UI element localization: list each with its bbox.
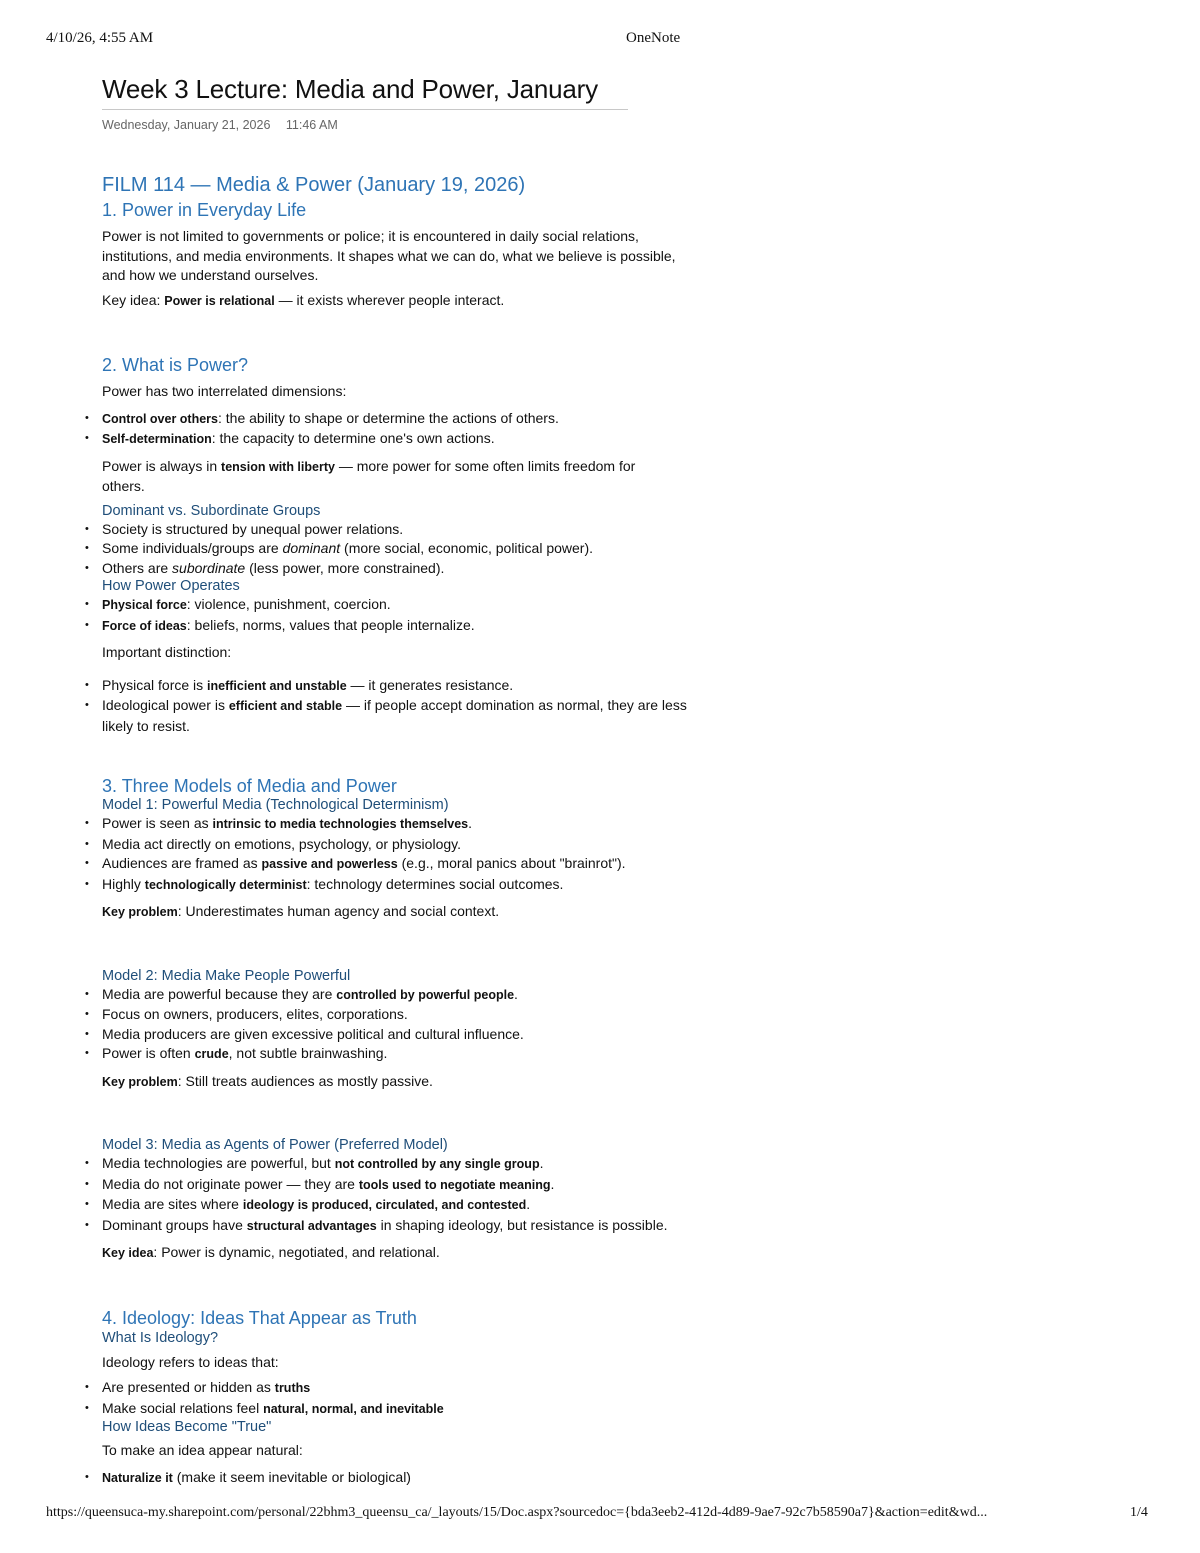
list-item-text: Highly [102, 875, 145, 892]
list-item-text: (more social, economic, political power). [340, 540, 594, 556]
model-2-key-problem [102, 1072, 722, 1093]
list-item-bold: controlled by powerful people [336, 987, 515, 1002]
model-2-list [102, 985, 722, 1065]
list-item-text: in shaping ideology, but resistance is possible. [376, 1216, 668, 1233]
list-item [102, 875, 722, 896]
list-item [102, 814, 722, 835]
section-2-heading: 2. What is Power? [102, 355, 249, 375]
list-item [102, 1154, 722, 1175]
list-item-bold: passive and powerless [261, 857, 398, 871]
key-problem-label: Key problem [102, 1074, 178, 1089]
distinction-label: Important distinction: [102, 644, 232, 660]
list-item [102, 854, 722, 875]
what-is-ideology-heading: What Is Ideology? [102, 1329, 219, 1346]
list-item-text: (less power, more constrained). [245, 559, 445, 576]
list-item-text: — if people accept domination as normal, they are less likely to resist. [102, 697, 687, 734]
key-idea-bold: Power is relational [164, 293, 275, 308]
list-item [102, 595, 722, 616]
list-item [102, 409, 722, 430]
list-item [102, 1468, 722, 1489]
list-item-text: (make it seem inevitable or biological) [172, 1468, 411, 1485]
list-item-text: . [550, 1175, 555, 1192]
tension-pre: Power is always in [102, 457, 222, 474]
key-idea-text: : Power is dynamic, negotiated, and relational. [153, 1244, 440, 1260]
key-problem-label: Key problem [102, 905, 178, 919]
list-item-text: Dominant groups have [102, 1216, 247, 1233]
list-item-text: Audiences are framed as [102, 855, 262, 871]
how-ideas-list [102, 1468, 722, 1489]
list-item-text: Media act directly on emotions, psychology, or physiology. [102, 835, 461, 852]
list-item-bold: intrinsic to media technologies themselves [212, 817, 469, 831]
list-item-text: Focus on owners, producers, elites, corporations. [102, 1006, 408, 1022]
key-problem-text: : Underestimates human agency and social context. [177, 903, 500, 919]
tension-rest: — more power for some often limits freedom for others. [102, 457, 636, 494]
list-item-bold: natural, normal, and inevitable [263, 1401, 444, 1416]
list-item-bold: structural advantages [246, 1218, 377, 1233]
ideology-list [102, 1378, 722, 1419]
list-item-bold: ideology is produced, circulated, and contested [242, 1198, 527, 1212]
list-item [102, 429, 722, 450]
list-item-bold: Self-determination [102, 432, 212, 446]
list-item-text: . [526, 1196, 531, 1212]
list-item-text: Media are powerful because they are [102, 985, 337, 1002]
list-item-bold: tools used to negotiate meaning [358, 1177, 551, 1192]
print-datetime: 4/10/26, 4:55 AM [46, 30, 154, 46]
list-item-text: Media are sites where [102, 1196, 243, 1212]
print-app-name: OneNote [626, 30, 681, 46]
ideology-intro: Ideology refers to ideas that: [102, 1353, 279, 1370]
list-item-text: Ideological power is [102, 697, 229, 713]
list-item-bold: Force of ideas [102, 618, 187, 633]
list-item-emphasis: subordinate [172, 559, 246, 576]
tension-bold: tension with liberty [221, 459, 335, 474]
list-item [102, 835, 722, 855]
list-item-text: Make social relations feel [102, 1399, 264, 1416]
page-date: Wednesday, January 21, 2026 [102, 118, 271, 132]
list-item-text: Media technologies are powerful, but [102, 1155, 335, 1171]
list-item-bold: truths [274, 1381, 311, 1395]
list-item-bold: efficient and stable [228, 699, 343, 713]
list-item-text: , not subtle brainwashing. [228, 1045, 388, 1061]
operates-list [102, 595, 722, 636]
model-2-heading: Model 2: Media Make People Powerful [102, 967, 351, 984]
list-item-text: : technology determines social outcomes. [306, 875, 564, 892]
list-item-bold: technologically determinist [144, 877, 307, 892]
list-item [102, 1378, 722, 1399]
list-item-bold: crude [194, 1047, 229, 1061]
list-item [102, 1175, 722, 1196]
list-item-bold: inefficient and unstable [207, 678, 347, 693]
section-2-intro: Power has two interrelated dimensions: [102, 383, 347, 399]
model-3-list [102, 1154, 722, 1236]
distinctions-list [102, 676, 702, 737]
list-item-bold: Naturalize it [102, 1470, 173, 1485]
list-item [102, 676, 702, 697]
list-item [102, 1025, 722, 1045]
section-1-paragraph: Power is not limited to governments or police; it is encountered in daily social relations, institutions, and media environments. It shapes what we can do, what we believe is possible, and how we understand ourselves. [102, 228, 676, 283]
list-item-text: Media producers are given excessive political and cultural influence. [102, 1025, 524, 1042]
list-item-text: : violence, punishment, coercion. [186, 596, 391, 612]
print-footer [0, 1505, 1200, 1525]
list-item-text: (e.g., moral panics about "brainrot"). [397, 855, 626, 871]
how-ideas-intro: To make an idea appear natural: [102, 1442, 303, 1458]
model-1-list [102, 814, 722, 895]
list-item [102, 1399, 722, 1420]
list-item [102, 1216, 722, 1237]
list-item-text: Others are [102, 559, 173, 576]
model-1-key-problem [102, 902, 722, 923]
section-1-key-idea [102, 291, 722, 312]
print-url: https://queensuca-my.sharepoint.com/personal/22bhm3_queensu_ca/_layouts/15/Doc.aspx?sourcedoc={bda3eeb2-412d-4d89-9ae7-92c7b58590a7}&action=edit&wd... [46, 1505, 988, 1520]
list-item-text: Power is often [102, 1045, 195, 1061]
list-item-text: : beliefs, norms, values that people internalize. [186, 616, 475, 633]
list-item-text: . [468, 815, 473, 831]
groups-heading: Dominant vs. Subordinate Groups [102, 502, 321, 519]
list-item [102, 616, 722, 637]
list-item [102, 696, 702, 736]
section-3-heading: 3. Three Models of Media and Power [102, 776, 397, 796]
list-item-text: Power is seen as [102, 815, 213, 831]
list-item [102, 1005, 722, 1025]
list-item [102, 520, 722, 540]
key-problem-text: : Still treats audiences as mostly passive. [177, 1072, 433, 1089]
page-meta [102, 118, 722, 132]
list-item-text: : the capacity to determine one's own actions. [211, 430, 495, 446]
key-idea-label: Key idea [102, 1246, 154, 1260]
print-header [0, 30, 1200, 50]
key-idea-rest: — it exists wherever people interact. [274, 291, 505, 308]
page-title[interactable]: Week 3 Lecture: Media and Power, January [102, 74, 628, 110]
list-item [102, 985, 722, 1006]
list-item-text: Are presented or hidden as [102, 1379, 275, 1395]
operates-heading: How Power Operates [102, 578, 240, 594]
list-item [102, 1195, 722, 1216]
list-item-text: . [514, 985, 518, 1002]
list-item [102, 559, 722, 579]
list-item-text: Physical force is [102, 676, 208, 693]
page-time: 11:46 AM [285, 118, 338, 132]
list-item-text: : the ability to shape or determine the actions of others. [218, 409, 559, 426]
note-page [102, 74, 722, 1488]
model-3-key-idea [102, 1243, 722, 1264]
list-item-emphasis: dominant [282, 540, 341, 556]
model-1-heading: Model 1: Powerful Media (Technological Determinism) [102, 797, 449, 813]
list-item-text: Some individuals/groups are [102, 540, 283, 556]
list-item-bold: Physical force [102, 598, 187, 612]
list-item-text: Media do not originate power — they are [102, 1175, 359, 1192]
key-idea-label: Key idea: [102, 291, 165, 308]
print-page-number: 1/4 [1130, 1505, 1148, 1520]
model-3-heading: Model 3: Media as Agents of Power (Preferred Model) [102, 1137, 448, 1153]
groups-list [102, 520, 722, 579]
list-item-text: — it generates resistance. [346, 676, 514, 693]
tension-paragraph [102, 457, 672, 497]
dimensions-list [102, 409, 722, 450]
course-heading: FILM 114 — Media & Power (January 19, 2026) [102, 174, 526, 196]
list-item-bold: not controlled by any single group [334, 1157, 540, 1171]
section-4-heading: 4. Ideology: Ideas That Appear as Truth [102, 1307, 417, 1328]
list-item-bold: Control over others [102, 411, 218, 426]
section-1-heading: 1. Power in Everyday Life [102, 200, 307, 220]
how-ideas-heading: How Ideas Become "True" [102, 1419, 272, 1435]
list-item [102, 539, 722, 559]
list-item-text: . [539, 1155, 544, 1171]
list-item [102, 1044, 722, 1065]
list-item-text: Society is structured by unequal power relations. [102, 520, 404, 537]
